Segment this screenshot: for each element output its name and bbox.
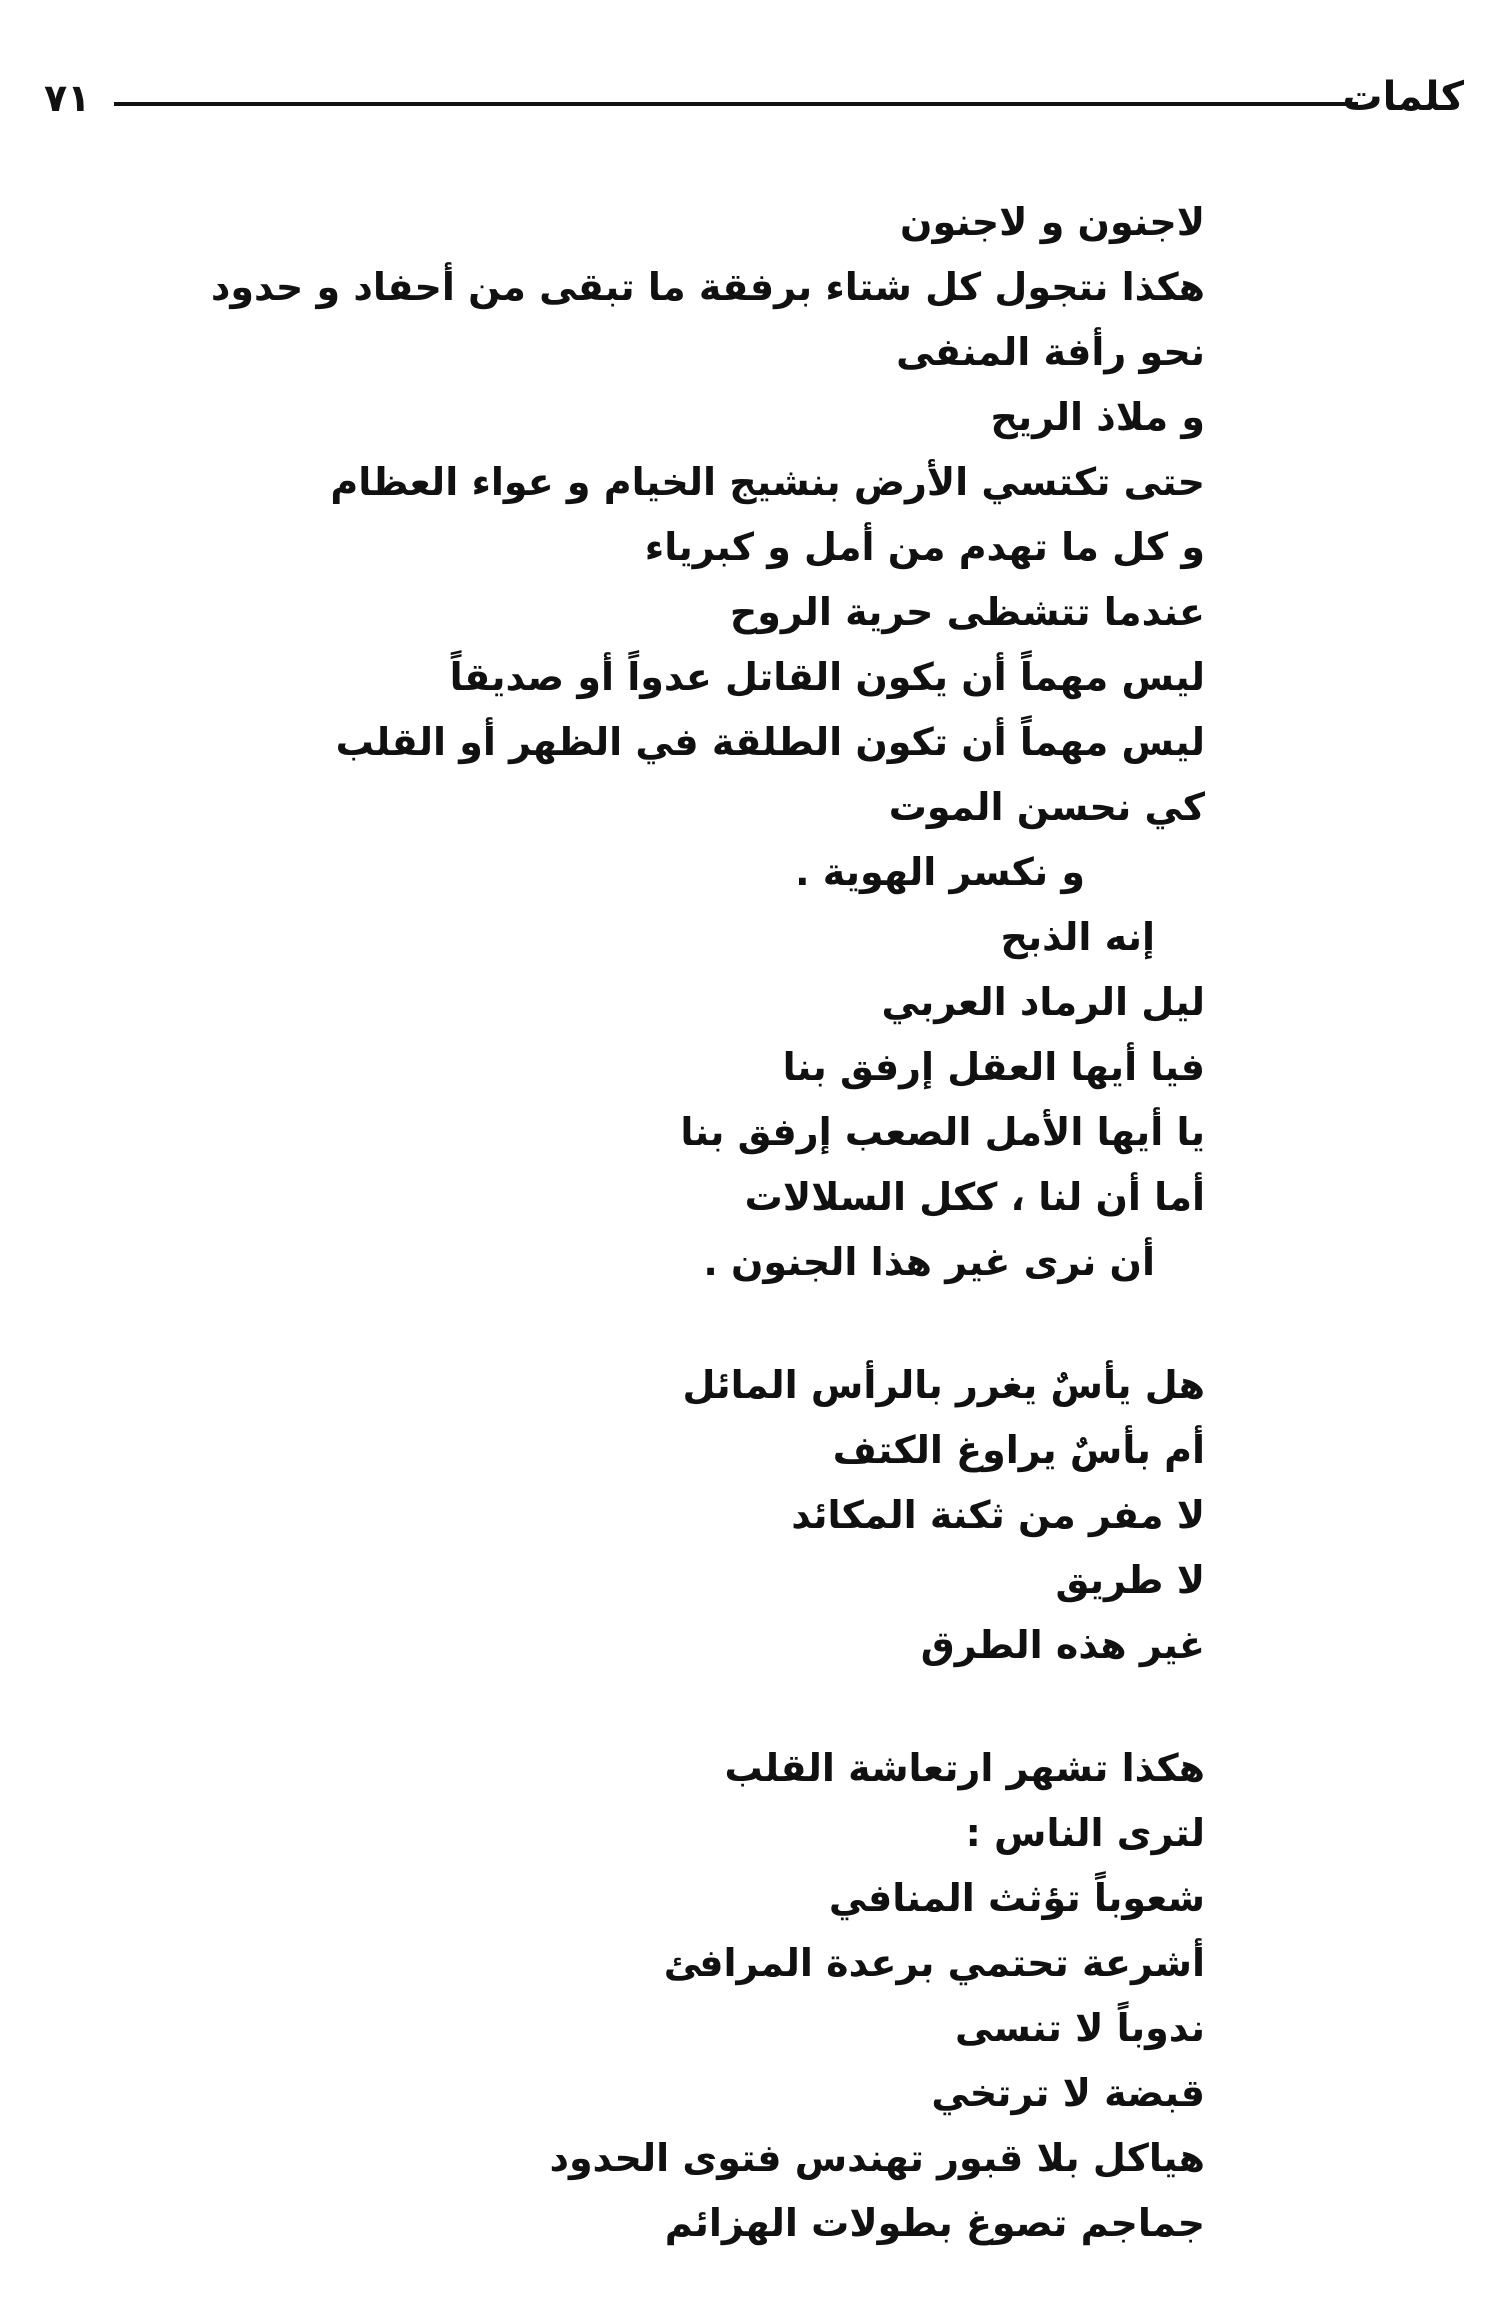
stanza-2 bbox=[305, 1353, 1205, 1678]
poem-line: حتى تكتسي الأرض بنشيج الخيام و عواء العظام bbox=[330, 460, 1205, 504]
poem-line: فيا أيها العقل إرفق بنا bbox=[782, 1045, 1205, 1089]
poem-line: لا طريق bbox=[1055, 1558, 1205, 1602]
poem-line: يا أيها الأمل الصعب إرفق بنا bbox=[680, 1110, 1205, 1154]
poem-line: أن نرى غير هذا الجنون . bbox=[703, 1240, 1155, 1284]
poem-line: لترى الناس : bbox=[965, 1811, 1205, 1855]
poem-line: ليس مهماً أن يكون القاتل عدواً أو صديقاً bbox=[449, 655, 1205, 699]
poem-body bbox=[210, 190, 1205, 2314]
poem-line: هل يأسٌ يغرر بالرأس المائل bbox=[682, 1363, 1205, 1407]
poem-line: لا مفر من ثكنة المكائد bbox=[791, 1493, 1205, 1537]
poem-line: غير هذه الطرق bbox=[920, 1623, 1205, 1667]
poem-line: و كل ما تهدم من أمل و كبرياء bbox=[644, 525, 1205, 569]
poem-line: لاجنون و لاجنون bbox=[900, 200, 1205, 244]
poem-line: أشرعة تحتمي برعدة المرافئ bbox=[663, 1941, 1205, 1985]
poem-line: هكذا نتجول كل شتاء برفقة ما تبقى من أحفاد و حدود bbox=[210, 265, 1205, 309]
poem-line: إنه الذبح bbox=[1000, 915, 1155, 959]
header-rule bbox=[114, 102, 1358, 106]
poem-line: هياكل بلا قبور تهندس فتوى الحدود bbox=[549, 2136, 1205, 2180]
poem-line: ندوباً لا تنسى bbox=[954, 2006, 1205, 2050]
poem-line: عندما تتشظى حرية الروح bbox=[729, 590, 1205, 634]
stanza-3 bbox=[305, 1736, 1205, 2256]
poem-line: نحو رأفة المنفى bbox=[896, 330, 1205, 374]
page-number: ٧١ bbox=[44, 76, 91, 120]
poem-line: ليل الرماد العربي bbox=[881, 980, 1205, 1024]
book-title: كلمات bbox=[1342, 74, 1464, 120]
poem-line: قبضة لا ترتخي bbox=[931, 2071, 1205, 2115]
poem-line: جماجم تصوغ بطولات الهزائم bbox=[664, 2201, 1205, 2245]
page-header bbox=[44, 70, 1464, 130]
poem-line: أم بأسٌ يراوغ الكتف bbox=[832, 1428, 1205, 1472]
poem-line: ليس مهماً أن تكون الطلقة في الظهر أو القلب bbox=[335, 720, 1205, 764]
poem-line: كي نحسن الموت bbox=[888, 785, 1205, 829]
poem-line: و ملاذ الريح bbox=[990, 395, 1205, 439]
poem-line: و نكسر الهوية . bbox=[795, 850, 1085, 894]
poem-line: أما أن لنا ، ككل السلالات bbox=[744, 1175, 1205, 1219]
poem-line: هكذا تشهر ارتعاشة القلب bbox=[724, 1746, 1205, 1790]
poem-line: شعوباً تؤثث المنافي bbox=[828, 1876, 1205, 1920]
stanza-1 bbox=[210, 190, 1205, 1295]
